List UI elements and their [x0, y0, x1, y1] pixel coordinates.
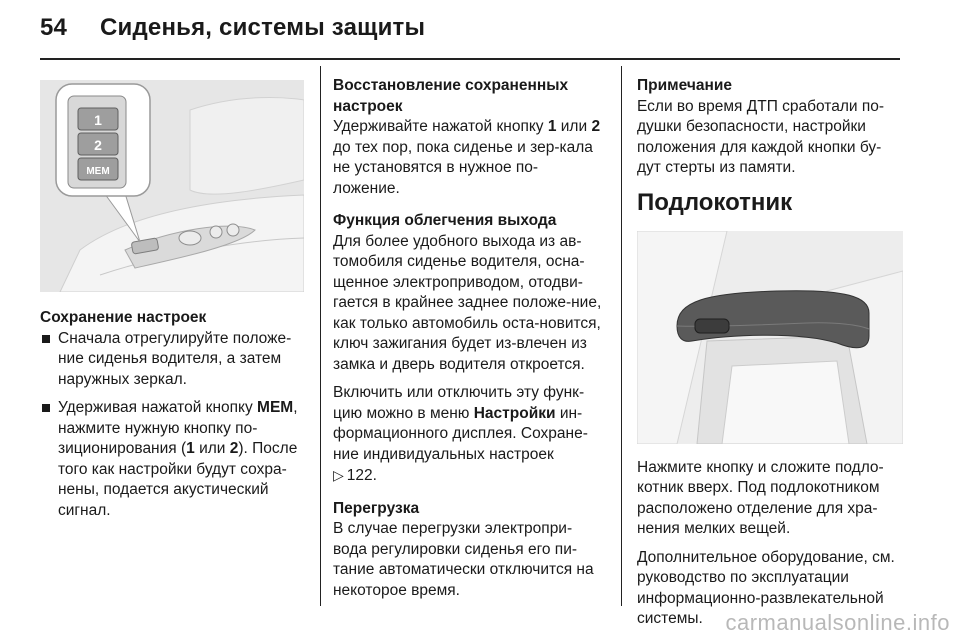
armrest-drawing — [637, 231, 903, 444]
page-reference-link[interactable]: 122. — [346, 467, 377, 484]
armrest-paragraph-2: Дополнительное оборудование, см. руководство по эксплуатации информационно-развлекательной системы. — [637, 548, 895, 627]
note-text: Если во время ДТП сработали по-душки безопасности, настройки положения для каждой кнопки бу-дут стерты из памяти. — [637, 97, 885, 176]
easy-exit-paragraph: Для более удобного выхода из ав-томобиля сиденье водителя, осна-щенное электроприводом, отодви-гается в крайнее заднее положе-ние, как только автомобиль оста-новится, ключ зажигания будет из-влечен из замка и дверь водителя откроется. — [333, 232, 602, 373]
armrest-illustration — [637, 231, 903, 444]
memory-button-mem-label: MEM — [86, 166, 110, 177]
heading-restore-settings: Восстановление сохраненных настроек — [333, 77, 569, 115]
overload-paragraph: В случае перегрузки электропри-вода регулировки сиденья его пи-тание автоматически отключится на некоторое время. — [333, 520, 594, 599]
button-2-ref: 2 — [591, 118, 601, 135]
settings-menu-keyword: Настройки — [473, 404, 556, 422]
heading-save-settings: Сохранение настроек — [40, 309, 207, 326]
bullet-square-icon — [42, 404, 50, 412]
page-title: Сиденья, системы защиты — [99, 14, 426, 41]
armrest-paragraph-1: Нажмите кнопку и сложите подло-котник вверх. Под подлокотником расположено отделение для хра-нения мелких вещей. — [637, 458, 884, 537]
text: Удерживая нажатой кнопку — [58, 399, 258, 416]
list-item — [40, 329, 304, 391]
seat-memory-drawing — [40, 80, 304, 292]
text: ). После того как настройки будут сохра-нены, подается акустический сигнал. — [58, 440, 298, 519]
mem-keyword: MEM — [257, 399, 294, 416]
list-item-text: Сначала отрегулируйте положе-ние сиденья водителя, а затем наружных зеркал. — [58, 329, 292, 388]
restore-paragraph — [333, 117, 603, 199]
heading-easy-exit: Функция облегчения выхода — [333, 212, 557, 229]
column-1 — [40, 80, 304, 529]
column-divider-1 — [320, 66, 321, 606]
section-title-armrest: Подлокотник — [637, 188, 793, 216]
column-3 — [637, 76, 903, 638]
page-header — [40, 14, 425, 42]
text: Включить или отключить эту функ-цию можно в меню — [333, 384, 585, 422]
text: или — [194, 440, 230, 457]
text: , нажмите нужную кнопку по-зиционирования ( — [58, 399, 298, 457]
header-rule — [40, 58, 900, 60]
save-steps-list — [40, 329, 304, 522]
text: Удерживайте нажатой кнопку — [333, 118, 548, 135]
button-1-ref: 1 — [186, 440, 195, 457]
list-item — [40, 398, 304, 521]
watermark: carmanualsonline.info — [725, 610, 950, 635]
page-number: 54 — [40, 14, 68, 41]
column-2 — [333, 76, 603, 609]
heading-overload: Перегрузка — [333, 499, 420, 517]
arrow-ref-icon: ▷ — [333, 467, 344, 483]
text: или — [556, 118, 592, 135]
text: ин-формационного дисплея. Сохране-ние индивидуальных настроек — [333, 404, 588, 463]
column-divider-2 — [621, 66, 622, 606]
memory-button-1-label: 1 — [94, 112, 102, 128]
text: до тех пор, пока сиденье и зер-кала не установятся в нужное по-ложение. — [333, 138, 593, 197]
memory-button-2-label: 2 — [94, 137, 102, 153]
button-2-ref: 2 — [229, 440, 239, 457]
settings-menu-paragraph — [333, 383, 603, 487]
note-heading: Примечание — [637, 77, 732, 94]
button-1-ref: 1 — [547, 118, 557, 135]
bullet-square-icon — [42, 335, 50, 343]
seat-memory-buttons-illustration — [40, 80, 304, 292]
